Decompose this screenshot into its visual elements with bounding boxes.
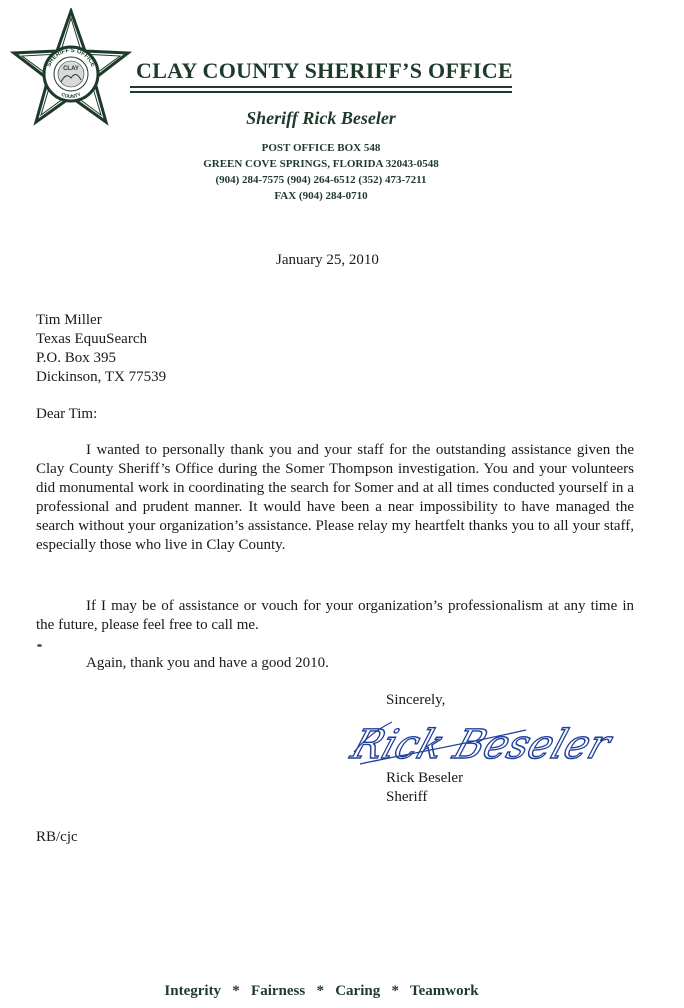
scan-speck: [37, 644, 42, 647]
signer-name: Rick Beseler: [386, 770, 464, 786]
badge-ring-bottom-text: COUNTY: [59, 91, 83, 101]
recipient-po-box: P.O. Box 395: [36, 350, 117, 366]
letter-date: January 25, 2010: [276, 252, 379, 268]
body-paragraph-1: I wanted to personally thank you and your staff for the outstanding assistance given the Clay County Sheriff’s Office during the Somer Thompson investigation. You and your volunteers did monumental work in coordinating the search for Somer and at all times conducted yourself in a professional and prudent manner. It would have been a near impossibility to have managed the search without your organization’s assistance. Please relay my heartfelt thanks you to all your staff, especially those who live in Clay County.: [36, 442, 634, 553]
handwritten-signature: [345, 700, 617, 772]
badge-ring-top-text: SHERIFF'S OFFICE: [46, 47, 96, 68]
address-line-po-box: POST OFFICE BOX 548: [261, 142, 381, 154]
header-rule-top: [130, 86, 512, 88]
recipient-city-state: Dickinson, TX 77539: [36, 369, 167, 385]
address-line-fax: FAX (904) 284-0710: [274, 190, 368, 202]
recipient-organization: Texas EquuSearch: [36, 331, 147, 347]
sheriff-name: Sheriff Rick Beseler: [246, 108, 396, 128]
address-line-phones: (904) 284-7575 (904) 264-6512 (352) 473-7211: [215, 174, 427, 186]
salutation: Dear Tim:: [36, 406, 98, 422]
recipient-name: Tim Miller: [36, 312, 102, 328]
signer-title: Sheriff: [386, 789, 428, 805]
office-title: CLAY COUNTY SHERIFF’S OFFICE: [136, 58, 513, 83]
header-rule-bottom: [130, 91, 512, 93]
signature-text: Rick Beseler: [345, 720, 617, 768]
address-line-city: GREEN COVE SPRINGS, FLORIDA 32043-0548: [203, 158, 439, 170]
badge-center-text: CLAY: [63, 66, 79, 72]
sheriff-star-badge: [10, 8, 132, 130]
footer-motto: Integrity * Fairness * Caring * Teamwork: [164, 983, 479, 999]
closing: Sincerely,: [386, 692, 446, 708]
recipient-address-block: [36, 311, 166, 387]
body-paragraph-3: Again, thank you and have a good 2010.: [86, 655, 329, 671]
typist-initials: RB/cjc: [36, 829, 78, 845]
body-paragraph-2: If I may be of assistance or vouch for your organization’s professionalism at any time in the future, please feel free to call me.: [36, 598, 634, 633]
